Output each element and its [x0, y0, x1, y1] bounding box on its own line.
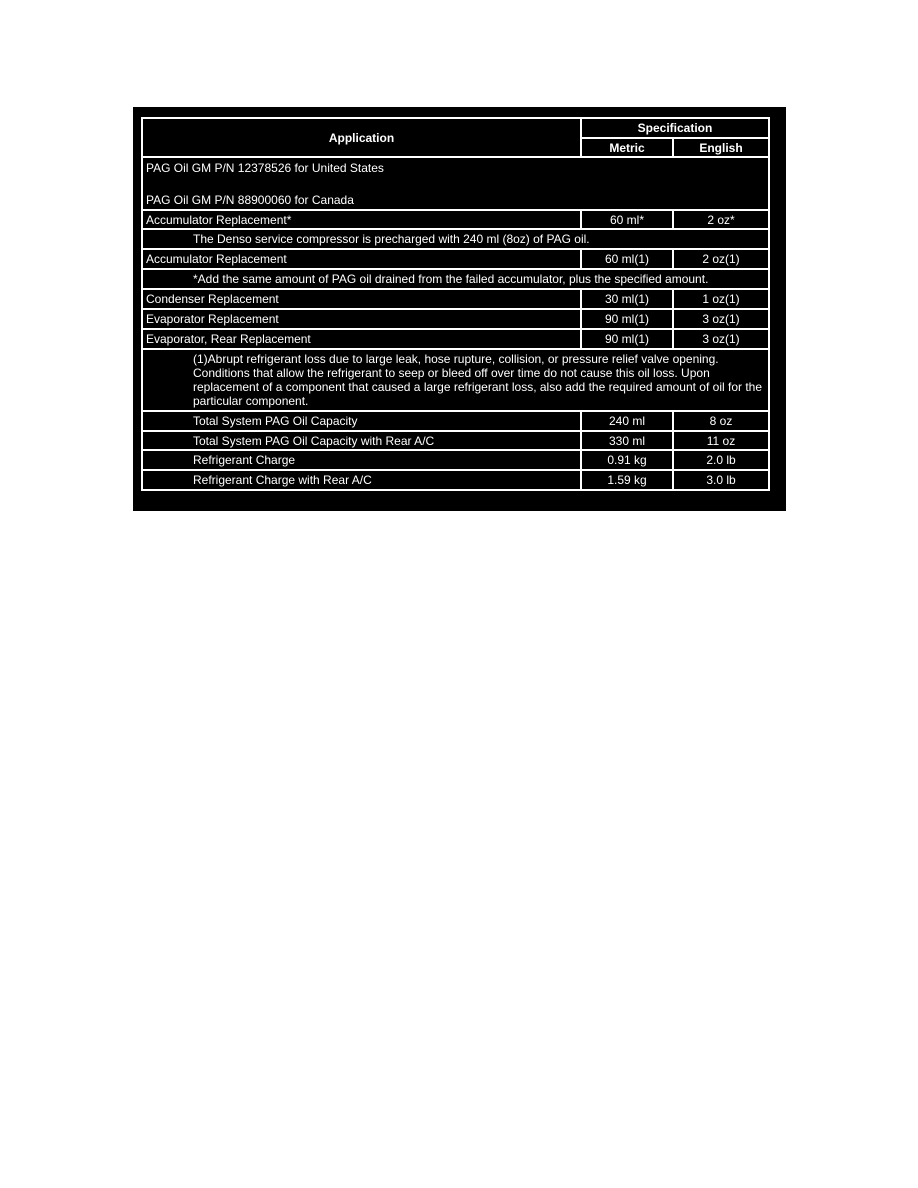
application-cell: Refrigerant Charge — [142, 450, 581, 470]
application-cell: Accumulator Replacement* — [142, 210, 581, 229]
application-cell: Condenser Replacement — [142, 289, 581, 309]
application-cell: Evaporator Replacement — [142, 309, 581, 329]
english-cell: 3 oz(1) — [673, 309, 769, 329]
metric-cell: 90 ml(1) — [581, 309, 673, 329]
english-cell: 11 oz — [673, 431, 769, 450]
english-cell: 1 oz(1) — [673, 289, 769, 309]
pag-oil-us: PAG Oil GM P/N 12378526 for United States — [146, 161, 384, 175]
table-row — [142, 450, 769, 470]
english-cell: 2.0 lb — [673, 450, 769, 470]
english-header: English — [673, 138, 769, 157]
table-row — [142, 431, 769, 450]
application-cell: Total System PAG Oil Capacity with Rear A/C — [142, 431, 581, 450]
metric-cell: 0.91 kg — [581, 450, 673, 470]
metric-cell: 240 ml — [581, 411, 673, 431]
note-row — [142, 269, 769, 289]
note-cell: *Add the same amount of PAG oil drained from the failed accumulator, plus the specified amount. — [142, 269, 769, 289]
table-row — [142, 289, 769, 309]
metric-cell: 60 ml(1) — [581, 249, 673, 269]
english-cell: 2 oz(1) — [673, 249, 769, 269]
metric-cell: 1.59 kg — [581, 470, 673, 490]
pag-oil-canada: PAG Oil GM P/N 88900060 for Canada — [146, 193, 354, 207]
table-row — [142, 470, 769, 490]
metric-cell: 90 ml(1) — [581, 329, 673, 349]
application-cell: Refrigerant Charge with Rear A/C — [142, 470, 581, 490]
english-cell: 2 oz* — [673, 210, 769, 229]
english-cell: 3.0 lb — [673, 470, 769, 490]
application-header: Application — [142, 118, 581, 157]
pag-oil-part-numbers — [142, 157, 769, 210]
application-cell: Accumulator Replacement — [142, 249, 581, 269]
note-cell: The Denso service compressor is precharged with 240 ml (8oz) of PAG oil. — [142, 229, 769, 249]
english-cell: 3 oz(1) — [673, 329, 769, 349]
english-cell: 8 oz — [673, 411, 769, 431]
metric-cell: 30 ml(1) — [581, 289, 673, 309]
table-row — [142, 411, 769, 431]
specification-header: Specification — [581, 118, 769, 138]
metric-header: Metric — [581, 138, 673, 157]
spec-table-panel — [133, 107, 786, 511]
note-row — [142, 349, 769, 411]
table-row — [142, 210, 769, 229]
table-row — [142, 329, 769, 349]
refrigerant-spec-table — [141, 117, 770, 491]
note-row — [142, 229, 769, 249]
table-row — [142, 309, 769, 329]
note-cell: (1)Abrupt refrigerant loss due to large leak, hose rupture, collision, or pressure relief valve opening. Conditions that allow the refrigerant to seep or bleed off over time do not cause this oil loss. Upon replacement of a component that caused a large refrigerant loss, also add the required amount of oil for the particular component. — [142, 349, 769, 411]
application-cell: Total System PAG Oil Capacity — [142, 411, 581, 431]
metric-cell: 60 ml* — [581, 210, 673, 229]
application-cell: Evaporator, Rear Replacement — [142, 329, 581, 349]
metric-cell: 330 ml — [581, 431, 673, 450]
table-row — [142, 249, 769, 269]
